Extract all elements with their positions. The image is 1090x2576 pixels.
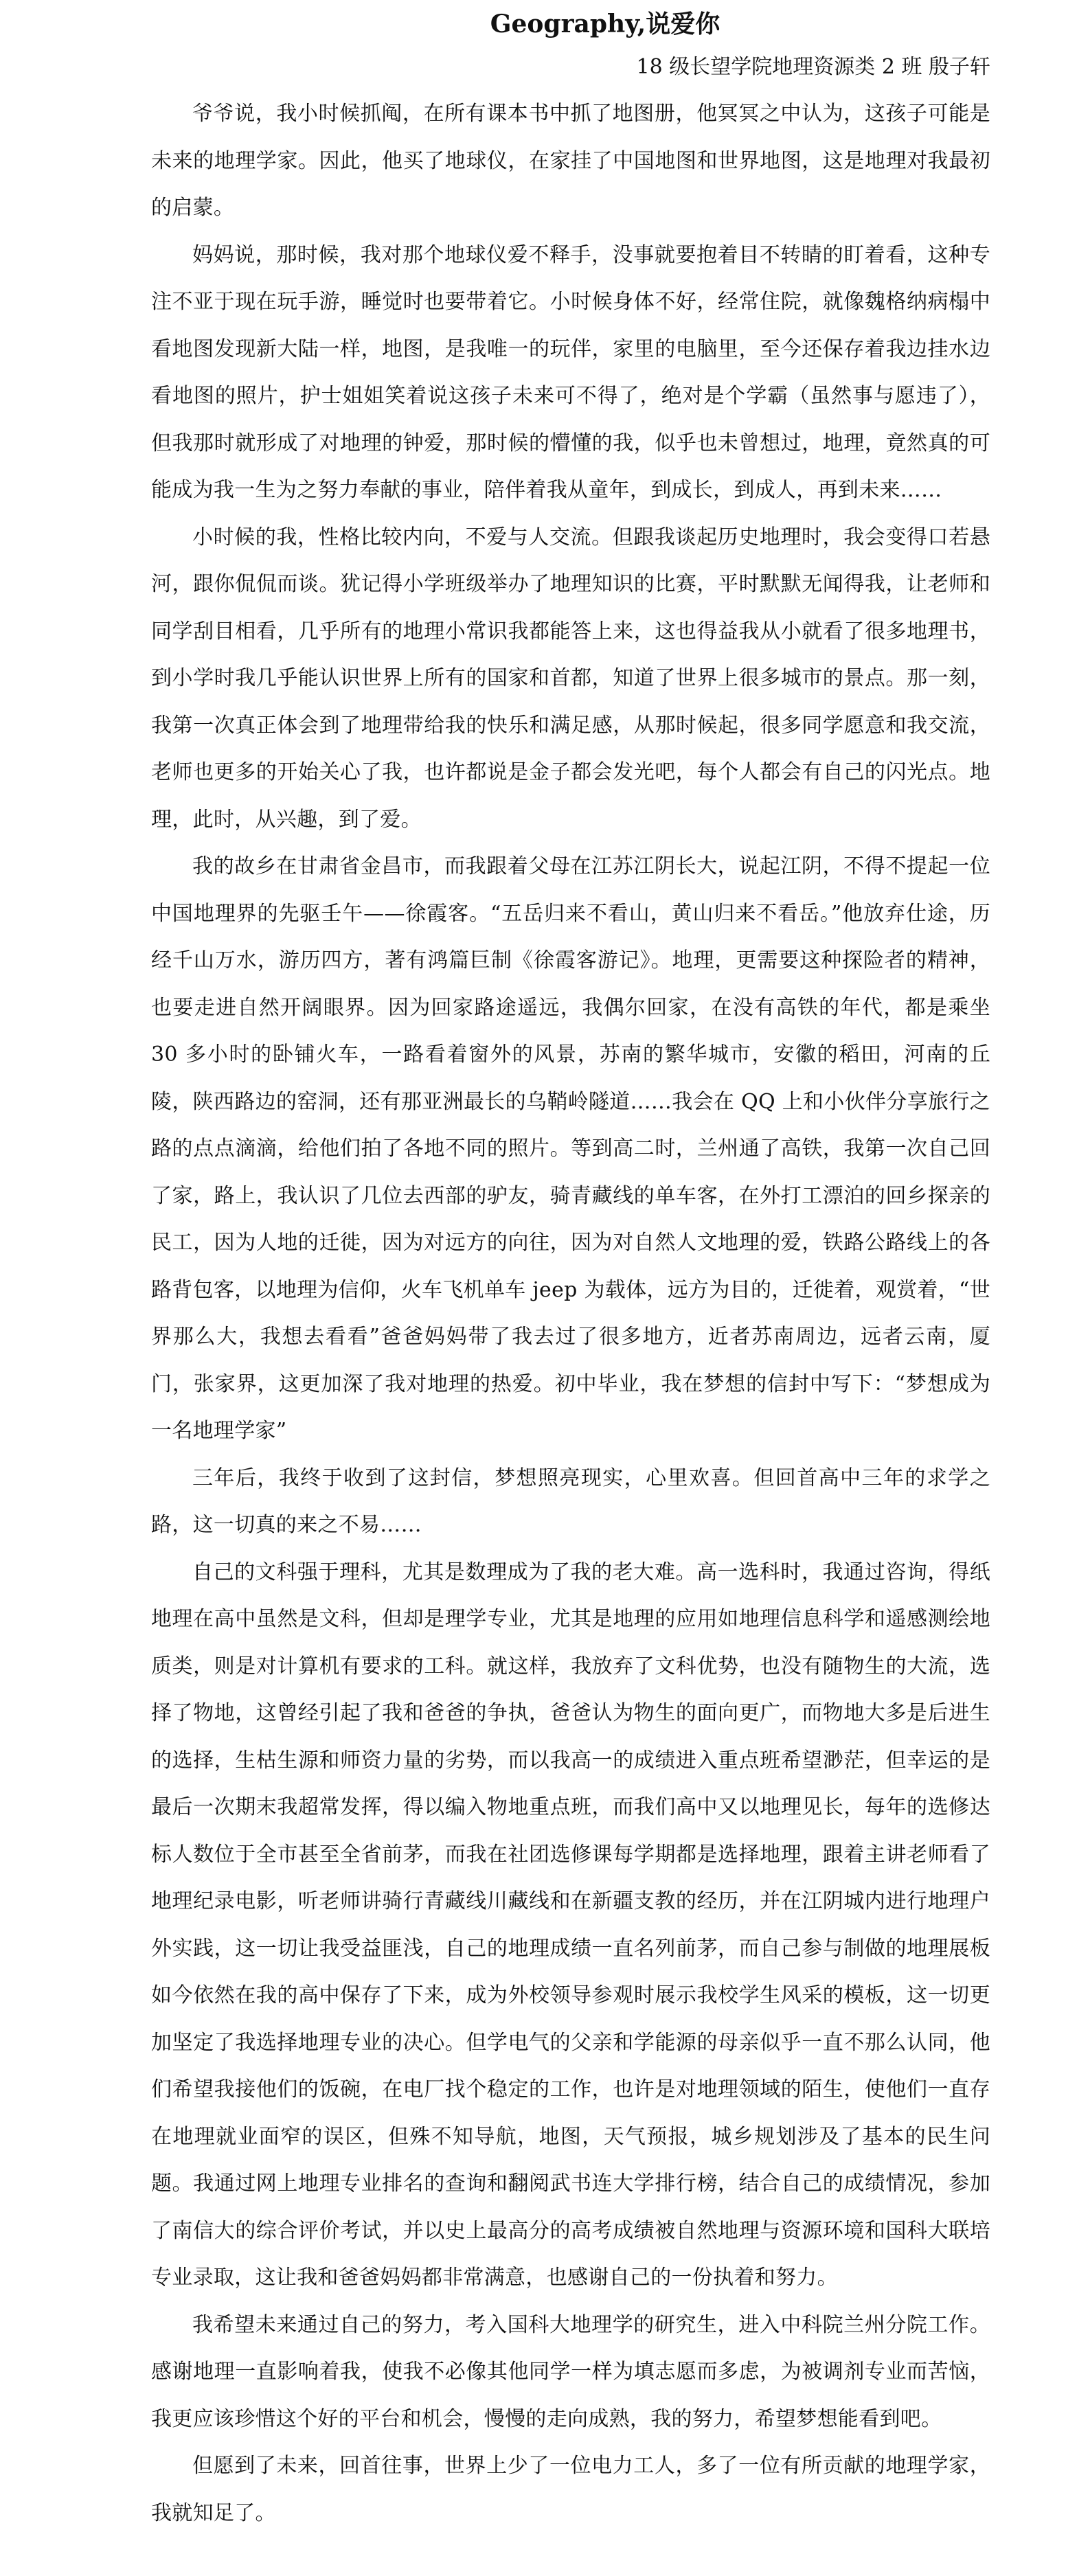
document-body — [151, 91, 990, 2537]
paragraph: 但愿到了未来，回首往事，世界上少了一位电力工人，多了一位有所贡献的地理学家，我就知足了。 — [151, 2454, 990, 2525]
paragraph: 小时候的我，性格比较内向，不爱与人交流。但跟我谈起历史地理时，我会变得口若悬河，跟你侃侃而谈。犹记得小学班级举办了地理知识的比赛，平时默默无闻得我，让老师和同学刮目相看，几乎所有的地理小常识我都能答上来，这也得益我从小就看了很多地理书，到小学时我几乎能认识世界上所有的国家和首都，知道了世界上很多城市的景点。那一刻，我第一次真正体会到了地理带给我的快乐和满足感，从那时候起，很多同学愿意和我交流，老师也更多的开始关心了我，也许都说是金子都会发光吧，每个人都会有自己的闪光点。地理，此时，从兴趣，到了爱。 — [151, 525, 990, 832]
paragraph: 自己的文科强于理科，尤其是数理成为了我的老大难。高一选科时，我通过咨询，得纸地理在高中虽然是文科，但却是理学专业，尤其是地理的应用如地理信息科学和遥感测绘地质类，则是对计算机有要求的工科。就这样，我放弃了文科优势，也没有随物生的大流，选择了物地，这曾经引起了我和爸爸的争执，爸爸认为物生的面向更广，而物地大多是后进生的选择，生枯生源和师资力量的劣势，而以我高一的成绩进入重点班希望渺茫，但幸运的是最后一次期末我超常发挥，得以编入物地重点班，而我们高中又以地理见长，每年的选修达标人数位于全市甚至全省前茅，而我在社团选修课每学期都是选择地理，跟着主讲老师看了地理纪录电影，听老师讲骑行青藏线川藏线和在新疆支教的经历，并在江阴城内进行地理户外实践，这一切让我受益匪浅，自己的地理成绩一直名列前茅，而自己参与制做的地理展板如今依然在我的高中保存了下来，成为外校领导参观时展示我校学生风采的模板，这一切更加坚定了我选择地理专业的决心。但学电气的父亲和学能源的母亲似乎一直不那么认同，他们希望我接他们的饭碗，在电厂找个稳定的工作，也许是对地理领域的陌生，使他们一直存在地理就业面窄的误区，但殊不知导航，地图，天气预报，城乡规划涉及了基本的民生问题。我通过网上地理专业排名的查询和翻阅武书连大学排行榜，结合自己的成绩情况，参加了南信大的综合评价考试，并以史上最高分的高考成绩被自然地理与资源环境和国科大联培专业录取，这让我和爸爸妈妈都非常满意，也感谢自己的一份执着和努力。 — [151, 1560, 990, 2290]
paragraph: 我希望未来通过自己的努力，考入国科大地理学的研究生，进入中科院兰州分院工作。感谢地理一直影响着我，使我不必像其他同学一样为填志愿而多虑，为被调剂专业而苦恼，我更应该珍惜这个好的平台和机会，慢慢的走向成熟，我的努力，希望梦想能看到吧。 — [151, 2312, 990, 2431]
paragraph: 三年后，我终于收到了这封信，梦想照亮现实，心里欢喜。但回首高中三年的求学之路，这一切真的来之不易…… — [151, 1466, 990, 1537]
paragraph: 爷爷说，我小时候抓阄，在所有课本书中抓了地图册，他冥冥之中认为，这孩子可能是未来的地理学家。因此，他买了地球仪，在家挂了中国地图和世界地图，这是地理对我最初的启蒙。 — [151, 102, 990, 220]
paragraph: 我的故乡在甘肃省金昌市，而我跟着父母在江苏江阴长大，说起江阴，不得不提起一位中国地理界的先驱壬午——徐霞客。“五岳归来不看山，黄山归来不看岳。”他放弃仕途，历经千山万水，游历四方，著有鸿篇巨制《徐霞客游记》。地理，更需要这种探险者的精神，也要走进自然开阔眼界。因为回家路途遥远，我偶尔回家，在没有高铁的年代，都是乘坐 30 多小时的卧铺火车，一路看着窗外的风景，苏南的繁华城市，安徽的稻田，河南的丘陵，陕西路边的窑洞，还有那亚洲最长的乌鞘岭隧道……我会在 QQ 上和小伙伴分享旅行之路的点点滴滴，给他们拍了各地不同的照片。等到高二时，兰州通了高铁，我第一次自己回了家，路上，我认识了几位去西部的驴友，骑青藏线的单车客，在外打工漂泊的回乡探亲的民工，因为人地的迁徙，因为对远方的向往，因为对自然人文地理的爱，铁路公路线上的各路背包客，以地理为信仰，火车飞机单车 jeep 为载体，远方为目的，迁徙着，观赏着，“世界那么大，我想去看看”爸爸妈妈带了我去过了很多地方，近者苏南周边，远者云南，厦门，张家界，这更加深了我对地理的热爱。初中毕业，我在梦想的信封中写下：“梦想成为一名地理学家” — [151, 854, 990, 1443]
author-line: 18 级长望学院地理资源类 2 班 殷子轩 — [636, 55, 990, 79]
paragraph: 妈妈说，那时候，我对那个地球仪爱不释手，没事就要抱着目不转睛的盯着看，这种专注不亚于现在玩手游，睡觉时也要带着它。小时候身体不好，经常住院，就像魏格纳病榻中看地图发现新大陆一样，地图，是我唯一的玩伴，家里的电脑里，至今还保存着我边挂水边看地图的照片，护士姐姐笑着说这孩子未来可不得了，绝对是个学霸（虽然事与愿违了），但我那时就形成了对地理的钟爱，那时候的懵懂的我，似乎也未曾想过，地理，竟然真的可能成为我一生为之努力奉献的事业，陪伴着我从童年，到成长，到成人，再到未来…… — [151, 242, 990, 502]
document-title: Geography,说爱你 — [490, 10, 720, 38]
